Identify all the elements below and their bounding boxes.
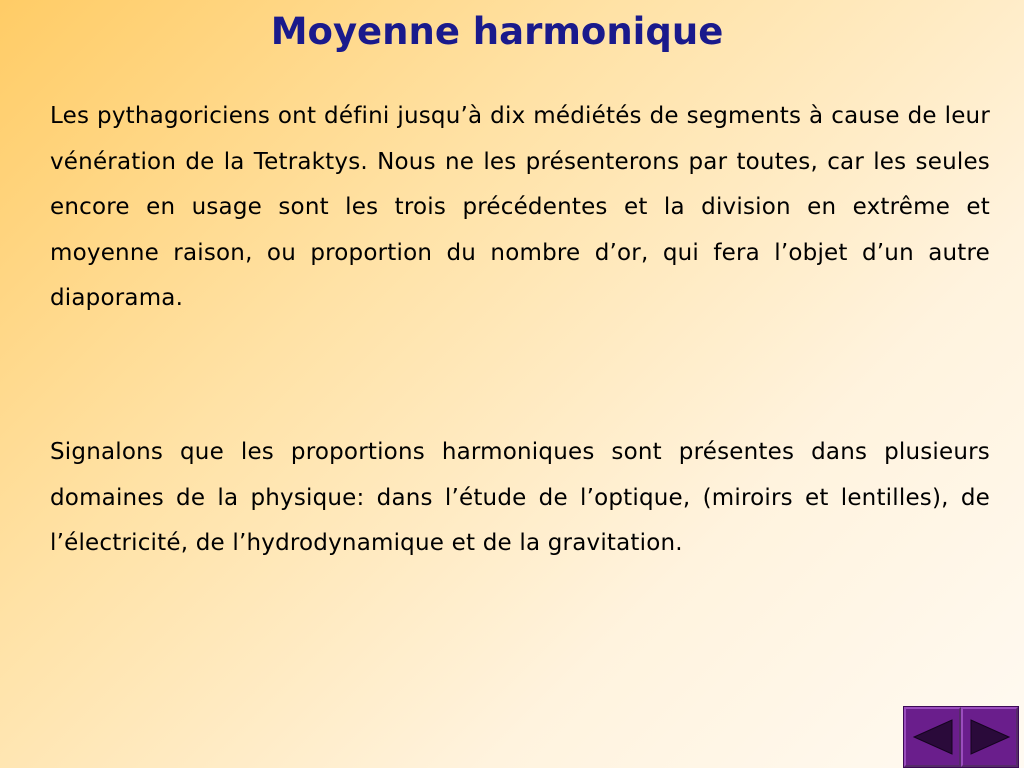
slide-title: Moyenne harmonique — [270, 10, 724, 53]
body-paragraph-2: Signalons que les proportions harmoniques sont présentes dans plusieurs domaines de la physique: dans l’étude de l’optique, (miroirs et lentilles), de l’électricité, de l’hydrodynamique et de la gravitation. — [50, 439, 990, 557]
triangle-right-icon — [967, 717, 1013, 757]
body-paragraph-1: Les pythagoriciens ont défini jusqu’à dix médiétés de segments à cause de leur vénération de la Tetraktys. Nous ne les présenterons par toutes, car les seules encore en usage sont les trois précédentes et la division en extrême et moyenne raison, ou proportion du nombre d’or, qui fera l’objet d’un autre diaporama. — [50, 103, 990, 312]
next-slide-button[interactable] — [961, 707, 1018, 767]
triangle-left-icon — [910, 717, 956, 757]
slide-navigation — [903, 706, 1019, 768]
previous-slide-button[interactable] — [904, 707, 961, 767]
